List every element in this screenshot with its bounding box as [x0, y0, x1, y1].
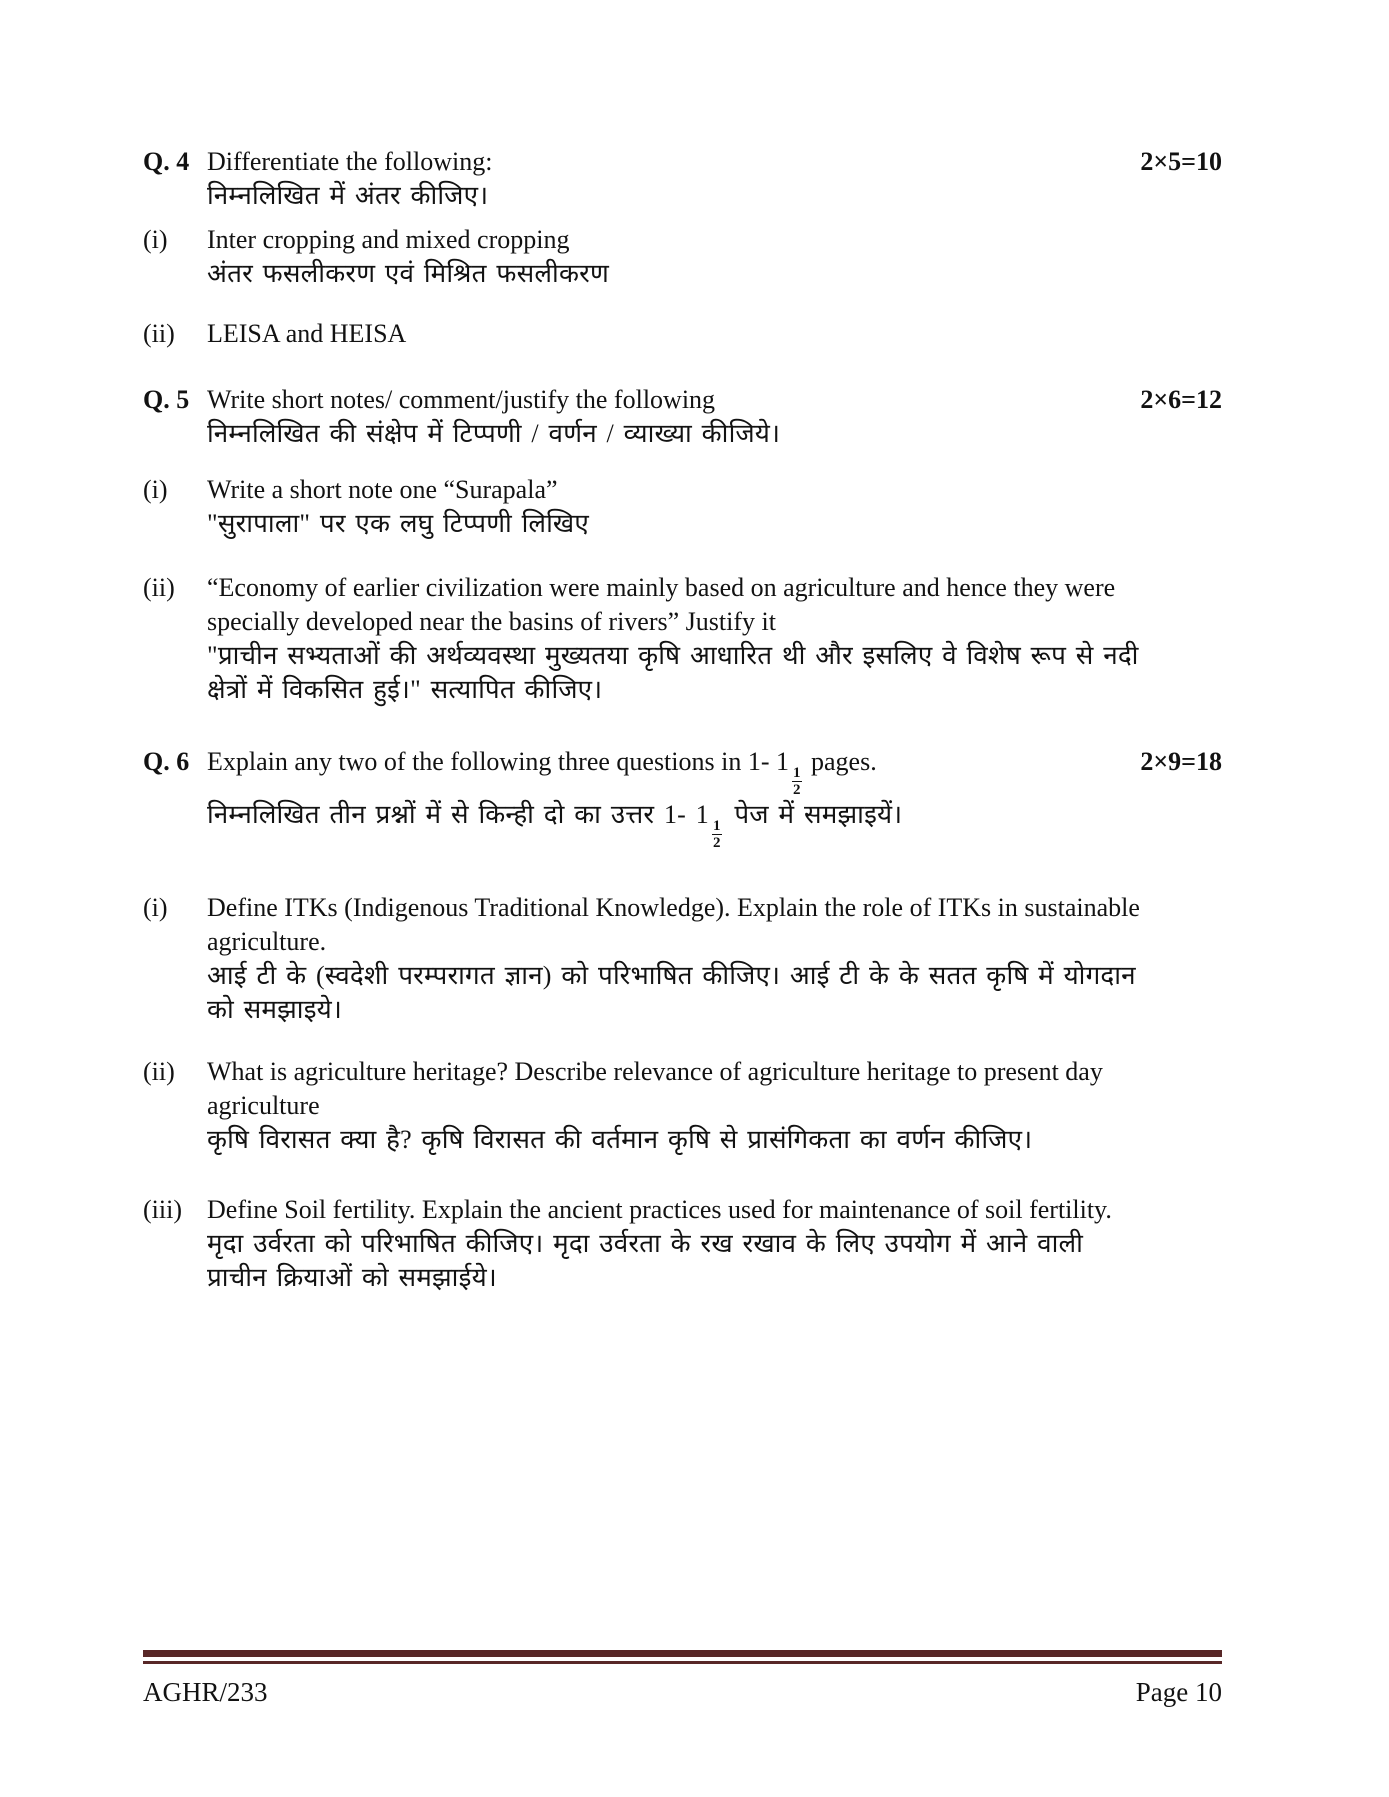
question-block	[143, 745, 1222, 851]
question-text-english	[207, 925, 1222, 959]
document-footer	[143, 1650, 1222, 1708]
question-block	[143, 145, 1222, 213]
question-text-english	[207, 605, 1222, 639]
text-segment: निम्नलिखित की संक्षेप में टिप्पणी / वर्णन / व्याख्या कीजिये।	[207, 419, 781, 448]
text-segment: निम्नलिखित में अंतर कीजिए।	[207, 181, 489, 210]
sub-question-block	[143, 1193, 1222, 1295]
question-content	[207, 571, 1222, 707]
question-text-english	[207, 473, 1222, 507]
marks-value: 2×6=12	[1140, 385, 1222, 414]
text-segment: Define ITKs (Indigenous Traditional Knowledge). Explain the role of ITKs in sustainable	[207, 893, 1140, 922]
fraction	[712, 819, 722, 851]
text-segment: Inter cropping and mixed cropping	[207, 225, 570, 254]
text-segment: What is agriculture heritage? Describe relevance of agriculture heritage to present day	[207, 1057, 1103, 1086]
question-label: Q. 6	[143, 747, 190, 776]
question-content	[207, 317, 1222, 351]
question-content	[207, 145, 1222, 213]
text-segment: क्षेत्रों में विकसित हुई।" सत्यापित कीजिए।	[207, 675, 603, 704]
paper-code: AGHR/233	[143, 1677, 268, 1707]
fraction	[792, 766, 802, 798]
question-text-english	[207, 1055, 1222, 1089]
question-text-english	[207, 1089, 1222, 1123]
sub-question-block	[143, 317, 1222, 351]
question-text-hindi	[207, 798, 1222, 851]
question-label: (ii)	[143, 573, 175, 602]
question-text-hindi	[207, 179, 1222, 213]
sub-question-block	[143, 891, 1222, 1027]
marks-value: 2×5=10	[1140, 147, 1222, 176]
question-label: Q. 4	[143, 147, 190, 176]
text-segment: specially developed near the basins of rivers” Justify it	[207, 607, 776, 636]
question-text-hindi	[207, 417, 1222, 451]
question-label: (ii)	[143, 319, 175, 348]
question-text-english	[207, 1193, 1222, 1227]
text-segment: agriculture.	[207, 927, 327, 956]
text-segment: "प्राचीन सभ्यताओं की अर्थव्यवस्था मुख्यतया कृषि आधारित थी और इसलिए वे विशेष रूप से नदी	[207, 641, 1139, 670]
question-label: (i)	[143, 225, 168, 254]
question-label: (ii)	[143, 1057, 175, 1086]
question-text-hindi	[207, 959, 1222, 993]
marks-value: 2×9=18	[1140, 747, 1222, 776]
text-segment: LEISA and HEISA	[207, 319, 407, 348]
question-content	[207, 1055, 1222, 1157]
question-text-english	[207, 891, 1222, 925]
question-text-hindi	[207, 1227, 1222, 1261]
fraction-numerator: 1	[712, 818, 721, 834]
question-text-english	[207, 383, 1222, 417]
sub-question-block	[143, 223, 1222, 291]
question-label: Q. 5	[143, 385, 190, 414]
sub-question-block	[143, 1055, 1222, 1157]
sub-question-block	[143, 473, 1222, 541]
text-segment: निम्नलिखित तीन प्रश्नों में से किन्ही दो का उत्तर 1- 1	[207, 800, 709, 829]
text-segment: पेज में समझाइयें।	[724, 800, 903, 829]
text-segment: "सुरापाला" पर एक लघु टिप्पणी लिखिए	[207, 509, 589, 538]
text-segment: Differentiate the following:	[207, 147, 493, 176]
question-content	[207, 223, 1222, 291]
footer-rule-thin	[143, 1661, 1222, 1664]
text-segment: मृदा उर्वरता को परिभाषित कीजिए। मृदा उर्वरता के रख रखाव के लिए उपयोग में आने वाली	[207, 1229, 1084, 1258]
footer-rule-thick	[143, 1650, 1222, 1657]
question-content	[207, 891, 1222, 1027]
text-segment: प्राचीन क्रियाओं को समझाईये।	[207, 1263, 497, 1292]
footer-text-row	[143, 1676, 1222, 1708]
fraction-denominator: 2	[712, 835, 721, 851]
question-content	[207, 383, 1222, 451]
question-label: (i)	[143, 893, 168, 922]
text-segment: “Economy of earlier civilization were mainly based on agriculture and hence they were	[207, 573, 1116, 602]
text-segment: कृषि विरासत क्या है? कृषि विरासत की वर्तमान कृषि से प्रासंगिकता का वर्णन कीजिए।	[207, 1125, 1033, 1154]
fraction-numerator: 1	[793, 765, 801, 781]
text-segment: अंतर फसलीकरण एवं मिश्रित फसलीकरण	[207, 259, 609, 288]
question-list	[143, 145, 1222, 1295]
text-segment: Write short notes/ comment/justify the following	[207, 385, 716, 414]
question-label: (iii)	[143, 1195, 182, 1224]
question-label: (i)	[143, 475, 168, 504]
fraction-denominator: 2	[793, 782, 801, 798]
question-content	[207, 1193, 1222, 1295]
question-text-hindi	[207, 1123, 1222, 1157]
question-text-english	[207, 317, 1222, 351]
question-block	[143, 383, 1222, 451]
page-number: Page 10	[1135, 1677, 1222, 1707]
question-text-hindi	[207, 993, 1222, 1027]
question-text-hindi	[207, 639, 1222, 673]
text-segment: pages.	[804, 747, 877, 776]
question-text-hindi	[207, 257, 1222, 291]
question-text-english	[207, 145, 1222, 179]
text-segment: Explain any two of the following three questions in 1- 1	[207, 747, 790, 776]
question-content	[207, 745, 1222, 851]
question-text-hindi	[207, 673, 1222, 707]
question-text-english	[207, 571, 1222, 605]
text-segment: Define Soil fertility. Explain the ancient practices used for maintenance of soil fertility.	[207, 1195, 1112, 1224]
sub-question-block	[143, 571, 1222, 707]
question-text-hindi	[207, 507, 1222, 541]
question-text-hindi	[207, 1261, 1222, 1295]
text-segment: agriculture	[207, 1091, 320, 1120]
question-text-english	[207, 745, 1222, 798]
question-text-english	[207, 223, 1222, 257]
question-content	[207, 473, 1222, 541]
text-segment: आई टी के (स्वदेशी परम्परागत ज्ञान) को परिभाषित कीजिए। आई टी के के सतत कृषि में योगदान	[207, 961, 1136, 990]
text-segment: Write a short note one “Surapala”	[207, 475, 558, 504]
text-segment: को समझाइये।	[207, 995, 343, 1024]
